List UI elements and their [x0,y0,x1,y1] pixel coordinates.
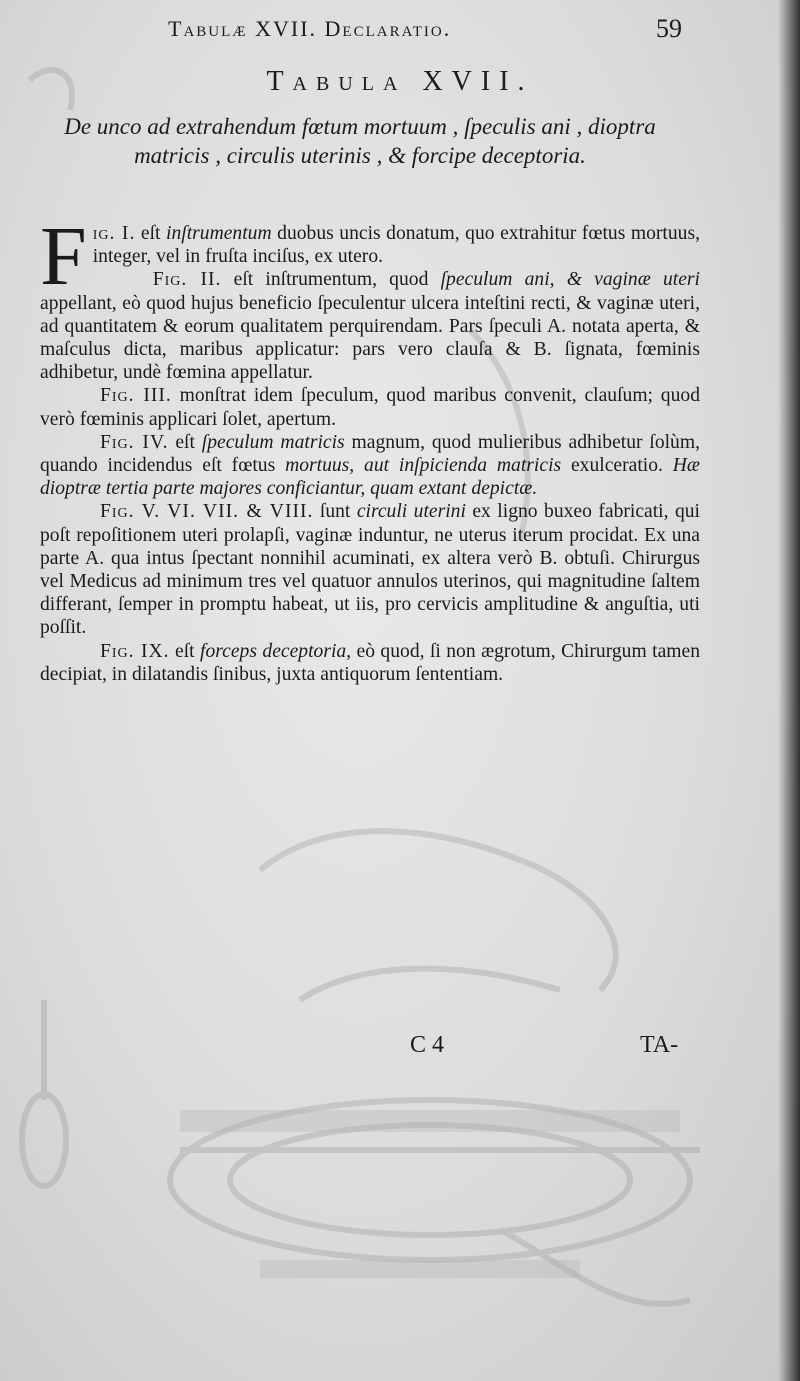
plate-title: Tabula XVII. [266,66,534,97]
text-run: eſt [135,223,167,244]
text-run: appellant, eò quod hujus beneficio ſpeculentur ulcera inteſtini recti, & vaginæ uteri, ad quantitatem & eorum qualitatem perquirendam. Pars ſpeculi A. notata aperta, & maſculus dicta, maribus applicatur: pars vero clauſa & B. ſignata, fœminis adhibetur, undè fœmina appellatur. [40,292,700,384]
italic-run: forceps deceptoria, [200,640,352,662]
text-run: monſtrat idem ſpeculum, quod maribus convenit, clauſum; quod verò fœminis applicari ſolet, apertum. [40,385,700,430]
italic-run: circuli uterini [356,501,466,523]
figure-label: Fig. III. [100,385,172,407]
paragraph-fig-4 [40,431,700,501]
text-run: eſt inſtrumentum, quod [221,269,441,291]
figure-label: Fig. IV. [100,431,169,453]
figure-label: ig. I. [92,223,136,244]
text-run: eſt [169,640,201,662]
paragraph-fig-2 [40,268,700,384]
italic-run: ſpeculum matricis [201,431,345,453]
body-text [40,210,700,686]
paragraph-fig-3 [40,384,700,430]
page-edge-shadow [778,0,800,1381]
paragraph-fig-5-8 [40,500,700,639]
running-head-title: Tabulæ XVII. Declaratio. [168,16,452,41]
drop-capital: F [40,210,87,303]
text-run: ex ligno buxeo fabricati, qui poſt repoſitionem uteri prolapſi, vaginæ induntur, ne uterus iterum procidat. Ex una parte A. qua intus ſpectant nonnihil acuminati, ex altera verò B. obtuſi. Chirurgus vel Medicus ad minimum tres vel quatuor annulos uterinos, qui magnitudine ſaltem differant, ſemper in promptu habeat, ut iis, pro cervicis amplitudine & anguſtia, uti poſſit. [40,501,700,639]
italic-run: mortuus, aut inſpicienda matricis [285,455,562,477]
running-head [0,8,800,48]
text-run: ſunt [313,501,357,523]
signature-mark: C 4 [410,1032,445,1058]
figure-label: Fig. II. [152,269,222,291]
figure-label: Fig. IX. [100,640,170,662]
text-run: exulceratio. [561,455,673,477]
text-run: eſt [168,431,202,453]
paragraph-fig-9 [40,640,700,686]
italic-run: inſtrumentum [166,223,272,244]
italic-run: Hæ dioptræ tertia parte majores conficiantur, quam extant depictæ. [40,455,700,500]
catchword: TA- [640,1032,679,1058]
text-run: eò quod, ſi non ægrotum, Chirurgum tamen decipiat, in dilatandis ſinibus, juxta antiquorum ſententiam. [40,640,700,685]
plate-subtitle: De unco ad extrahendum fœtum mortuum , ſpeculis ani , dioptra matricis , circulis uterinis , & forcipe deceptoria. [64,114,656,168]
figure-label: Fig. V. VI. VII. & VIII. [100,501,314,523]
italic-run: ſpeculum ani, & vaginæ uteri [440,269,700,291]
page-number: 59 [656,14,682,43]
text-run: magnum, quod mulieribus adhibetur ſolùm, quando incidendus eſt fœtus [40,431,700,477]
text-run: duobus uncis donatum, quo extrahitur fœtus mortuus, integer, vel in fruſta inciſus, ex utero. [92,223,700,268]
